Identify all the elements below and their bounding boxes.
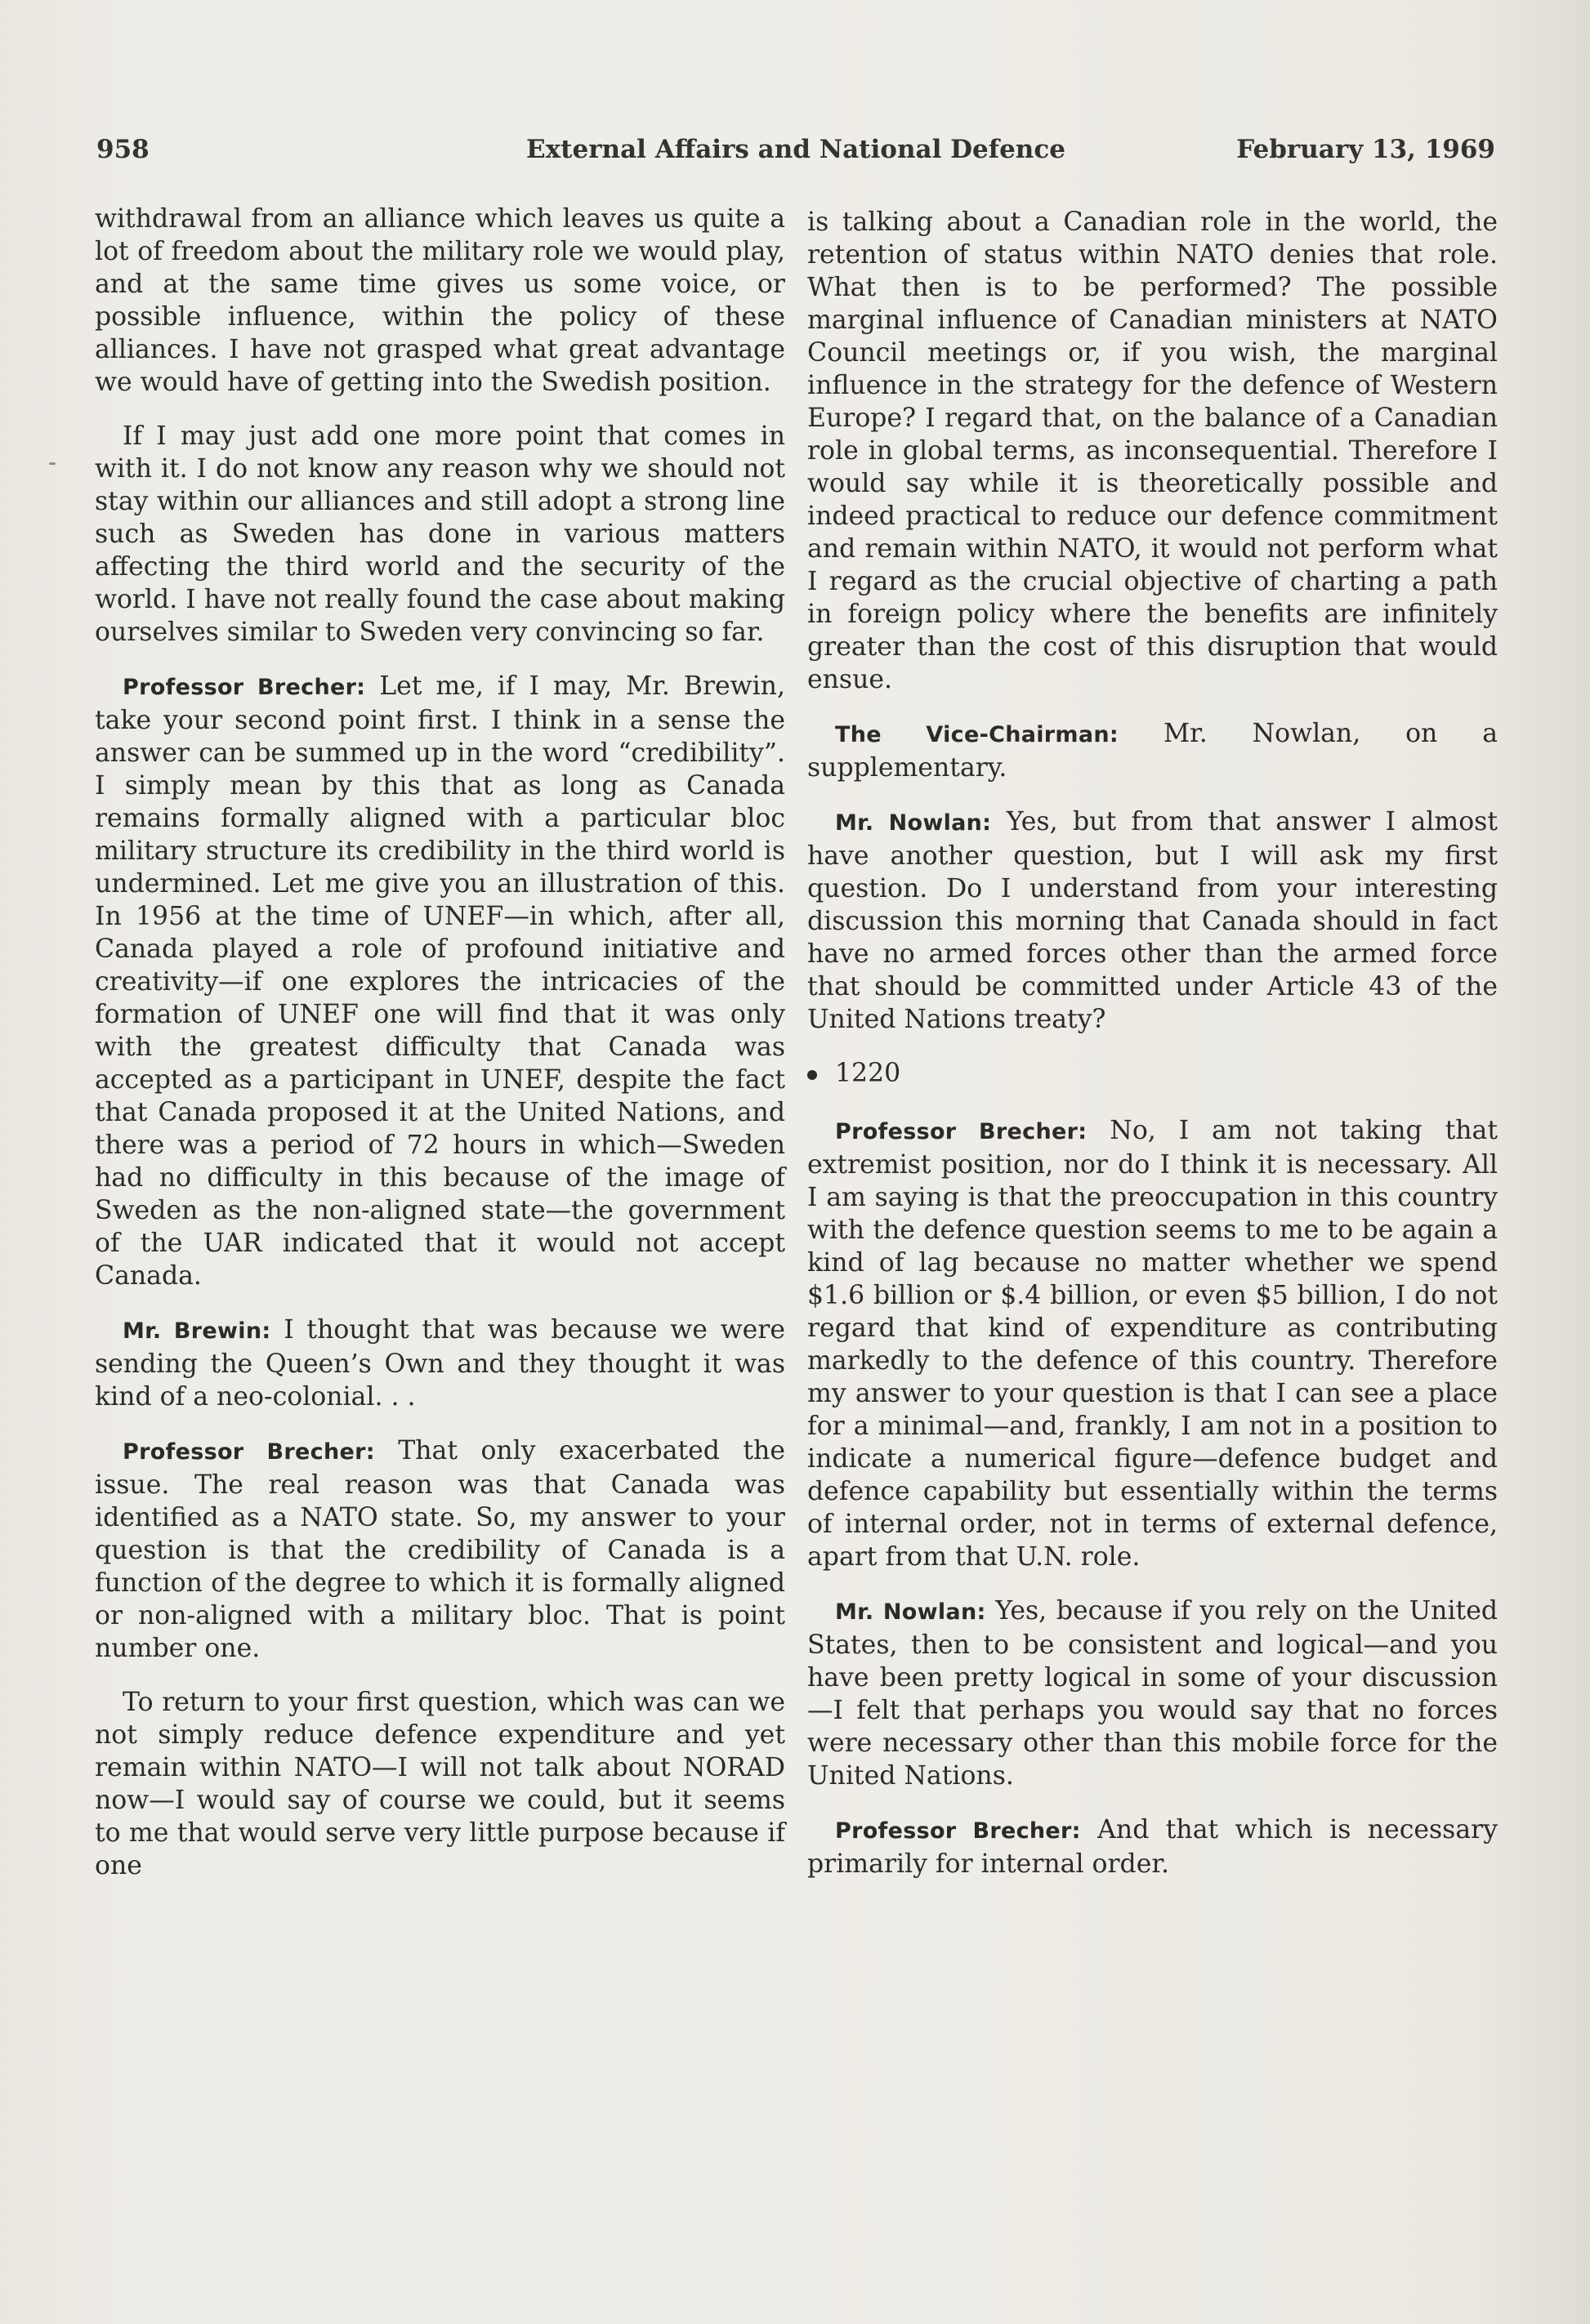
speech-text: And that which is necessary primarily for internal order. (807, 1815, 1498, 1879)
page-number: 958 (96, 135, 150, 164)
speaker-name: Mr. Brewin: (123, 1318, 271, 1344)
speech-text: I thought that was because we were sending the Queen’s Own and they thought it was kind of a neo-colonial. . . (95, 1315, 786, 1412)
time-marker-text: 1220 (835, 1059, 901, 1088)
right-column (807, 206, 1498, 1902)
speech-text: Let me, if I may, Mr. Brewin, take your second point first. I think in a sense the answer can be summed up in the word “credibility”. I simply mean by this that as long as Canada remains formally aligned with a particular bloc military structure its credibility in the third world is undermined. Let me give you an illustration of this. In 1956 at the time of UNEF—in which, after all, Canada played a role of profound initiative and creativity—if one explores the intricacies of the formation of UNEF one will find that it was only with the greatest difficulty that Canada was accepted as a participant in UNEF, despite the fact that Canada proposed it at the United Nations, and there was a period of 72 hours in which—Sweden had no difficulty in this because of the image of Sweden as the non-aligned state—the government of the UAR indicated that it would not accept Canada. (95, 671, 785, 1291)
paragraph (807, 1813, 1498, 1880)
paragraph (807, 717, 1498, 784)
speaker-name: Mr. Nowlan: (835, 810, 992, 836)
paragraph: is talking about a Canadian role in the world, the retention of status within NATO denies that role. What then is to be performed? The possible marginal influence of Canadian ministers at NATO Council meetings or, if you wish, the marginal influence in the strategy for the defence of Western Europe? I regard that, on the balance of a Canadian role in global terms, as inconsequential. Therefore I would say while it is theoretically possible and indeed practical to reduce our defence commitment and remain within NATO, it would not perform what I regard as the crucial objective of charting a path in foreign policy where the benefits are infinitely greater than the cost of this disruption that would ensue. (807, 207, 1498, 694)
speaker-name: Professor Brecher: (123, 675, 366, 700)
speaker-name: The Vice-Chairman: (835, 722, 1119, 747)
speaker-name: Mr. Nowlan: (835, 1599, 986, 1625)
left-column (95, 203, 785, 1903)
speaker-name: Professor Brecher: (123, 1439, 375, 1465)
speech-text: Yes, because if you rely on the United States, then to be consistent and logical—and you have been pretty logical in some of your discussion—I felt that perhaps you would say that no forces were necessary other than this mobile force for the United Nations. (807, 1596, 1498, 1791)
paragraph (807, 1595, 1498, 1792)
speaker-name: Professor Brecher: (835, 1818, 1081, 1844)
paragraph (807, 805, 1498, 1036)
paragraph: To return to your first question, which was can we not simply reduce defence expenditure and yet remain within NATO—I will not talk about NORAD now—I would say of course we could, but it seems to me that would serve very little purpose because if one (95, 1688, 785, 1880)
paragraph: withdrawal from an alliance which leaves us quite a lot of freedom about the military role we would play, and at the same time gives us some voice, or possible influence, within the policy of these alliances. I have not grasped what great advantage we would have of getting into the Swedish position. (95, 204, 785, 397)
header-title: External Affairs and National Defence (526, 135, 1065, 164)
paragraph (807, 1114, 1498, 1573)
scan-mark (49, 462, 56, 465)
speech-text: Yes, but from that answer I almost have another question, but I will ask my first question. Do I understand from your interesting discussion this morning that Canada should in fact have no armed forces other than the armed force that should be committed under Article 43 of the United Nations treaty? (807, 807, 1498, 1034)
speech-text: That only exacerbated the issue. The real reason was that Canada was identified as a NATO state. So, my answer to your question is that the credibility of Canada is a function of the degree to which it is formally aligned or non-aligned with a military bloc. That is point number one. (95, 1436, 785, 1663)
speaker-name: Professor Brecher: (835, 1119, 1088, 1144)
running-header (96, 135, 1495, 174)
paragraph (95, 1314, 785, 1413)
paragraph (95, 1434, 785, 1665)
header-date: February 13, 1969 (1236, 135, 1495, 164)
bullet-icon (807, 1070, 817, 1080)
speech-text: No, I am not taking that extremist position, nor do I think it is necessary. All I am saying is that the preoccupation in this country with the defence question seems to me to be again a kind of lag because no matter whether we spend $1.6 billion or $.4 billion, or even $5 billion, I do not regard that kind of expenditure as contributing markedly to the defence of this country. Therefore my answer to your question is that I can see a place for a minimal—and, frankly, I am not in a position to indicate a numerical figure—defence budget and defence capability but essentially within the terms of internal order, not in terms of external defence, apart from that U.N. role. (807, 1116, 1498, 1572)
paragraph: If I may just add one more point that comes in with it. I do not know any reason why we should not stay within our alliances and still adopt a strong line such as Sweden has done in various matters affecting the third world and the security of the world. I have not really found the case about making ourselves similar to Sweden very convincing so far. (95, 422, 785, 647)
paragraph (95, 670, 785, 1292)
time-marker (807, 1057, 1498, 1090)
speech-text: Mr. Nowlan, on a supplementary. (807, 719, 1498, 783)
